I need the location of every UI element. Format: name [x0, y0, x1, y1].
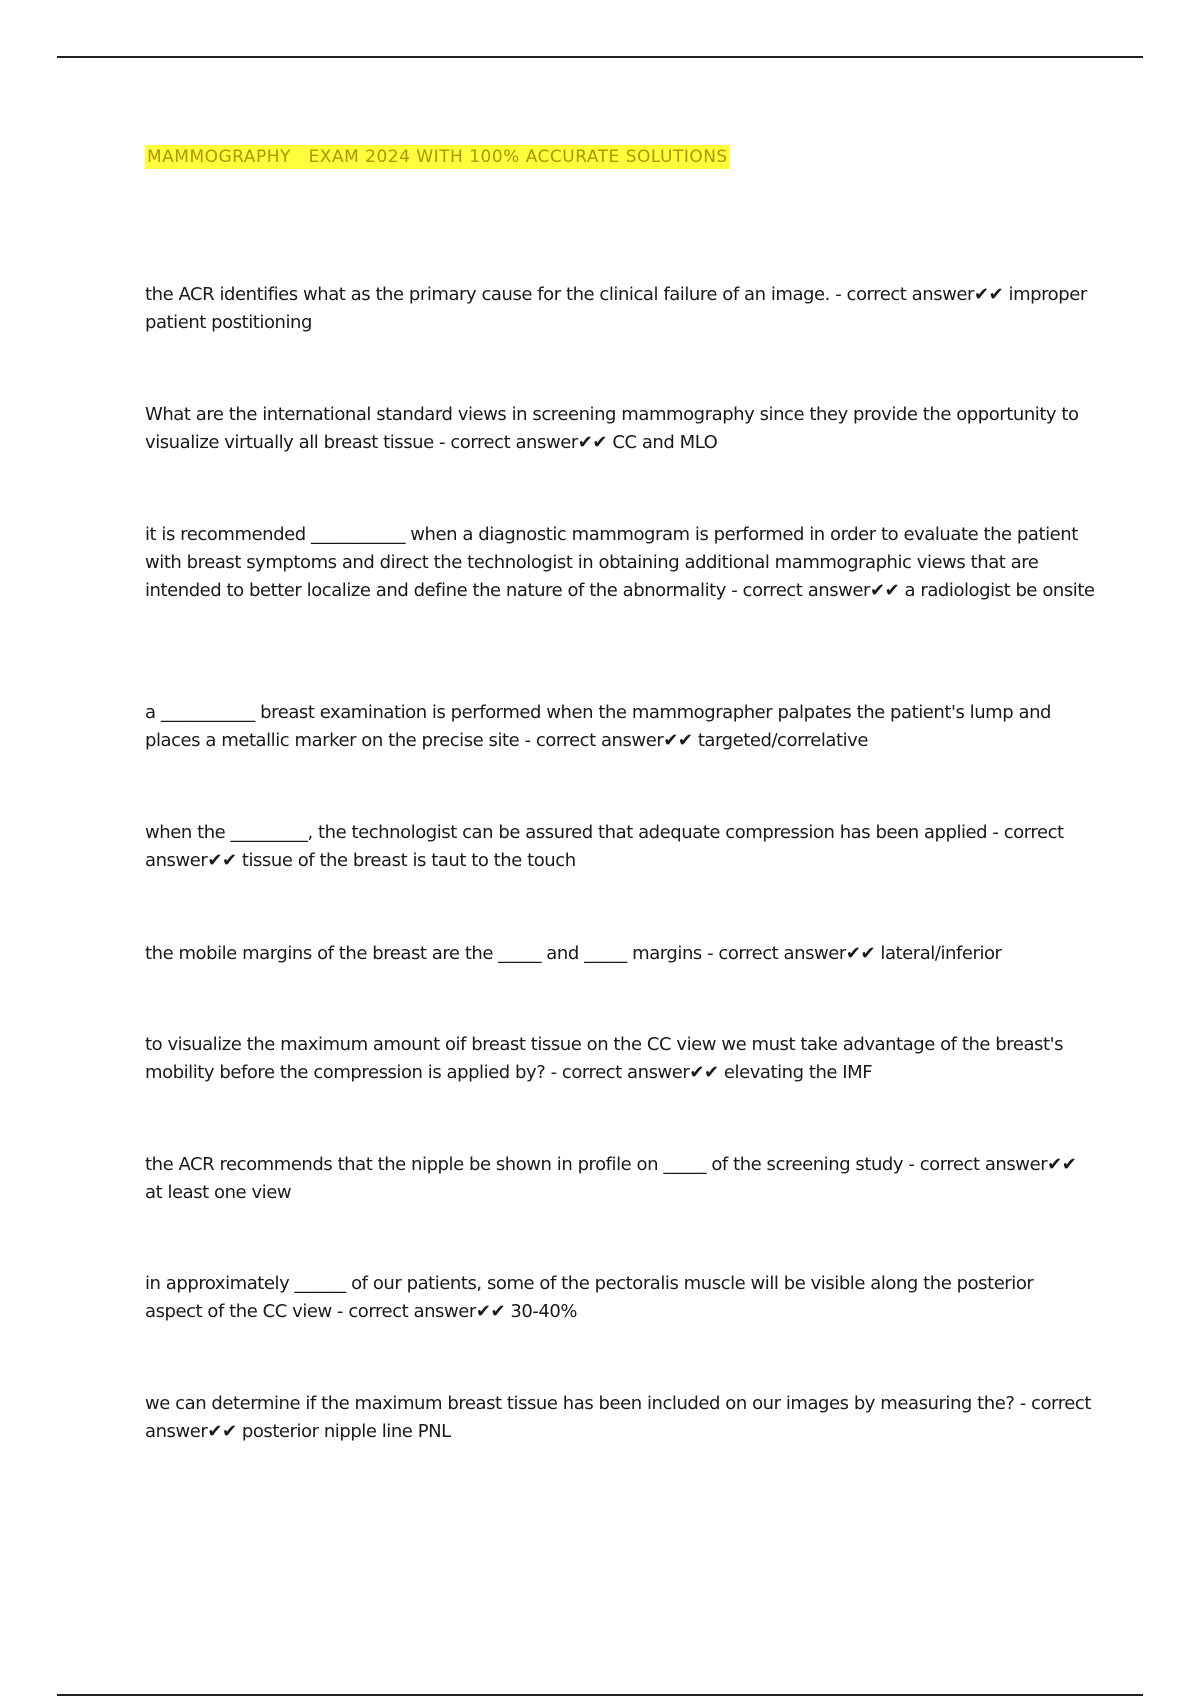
qa-entry-8: the ACR recommends that the nipple be shown in profile on _____ of the screening study - correct answer✔✔ at least one view	[145, 1154, 1077, 1203]
qa-entry-10: we can determine if the maximum breast tissue has been included on our images by measuring the? - correct answer✔✔ posterior nipple line PNL	[145, 1393, 1091, 1442]
qa-entry-4: a ___________ breast examination is performed when the mammographer palpates the patient's lump and places a metallic marker on the precise site - correct answer✔✔ targeted/correlative	[145, 702, 1052, 751]
qa-entry-9: in approximately ______ of our patients, some of the pectoralis muscle will be visible along the posterior aspect of the CC view - correct answer✔✔ 30-40%	[145, 1273, 1034, 1322]
title-block	[145, 145, 730, 169]
qa-entry-6: the mobile margins of the breast are the _____ and _____ margins - correct answer✔✔ lateral/inferior	[145, 943, 1002, 964]
qa-entry-5: when the _________, the technologist can be assured that adequate compression has been applied - correct answer✔✔ tissue of the breast is taut to the touch	[145, 822, 1064, 871]
bottom-divider	[57, 1694, 1143, 1696]
qa-entry-7: to visualize the maximum amount oif breast tissue on the CC view we must take advantage of the breast's mobility before the compression is applied by? - correct answer✔✔ elevating the IMF	[145, 1034, 1063, 1083]
qa-entry-1: the ACR identifies what as the primary cause for the clinical failure of an image. - correct answer✔✔ improper patient postitioning	[145, 284, 1087, 333]
document-title: MAMMOGRAPHY EXAM 2024 WITH 100% ACCURATE SOLUTIONS	[147, 147, 728, 167]
top-divider	[57, 56, 1143, 58]
qa-entry-3: it is recommended ___________ when a diagnostic mammogram is performed in order to evaluate the patient with breast symptoms and direct the technologist in obtaining additional mammographic views that are intended to better localize and define the nature of the abnormality - correct answer✔✔ a radiologist be onsite	[145, 524, 1095, 601]
qa-entry-2: What are the international standard views in screening mammography since they provide the opportunity to visualize virtually all breast tissue - correct answer✔✔ CC and MLO	[145, 404, 1079, 453]
